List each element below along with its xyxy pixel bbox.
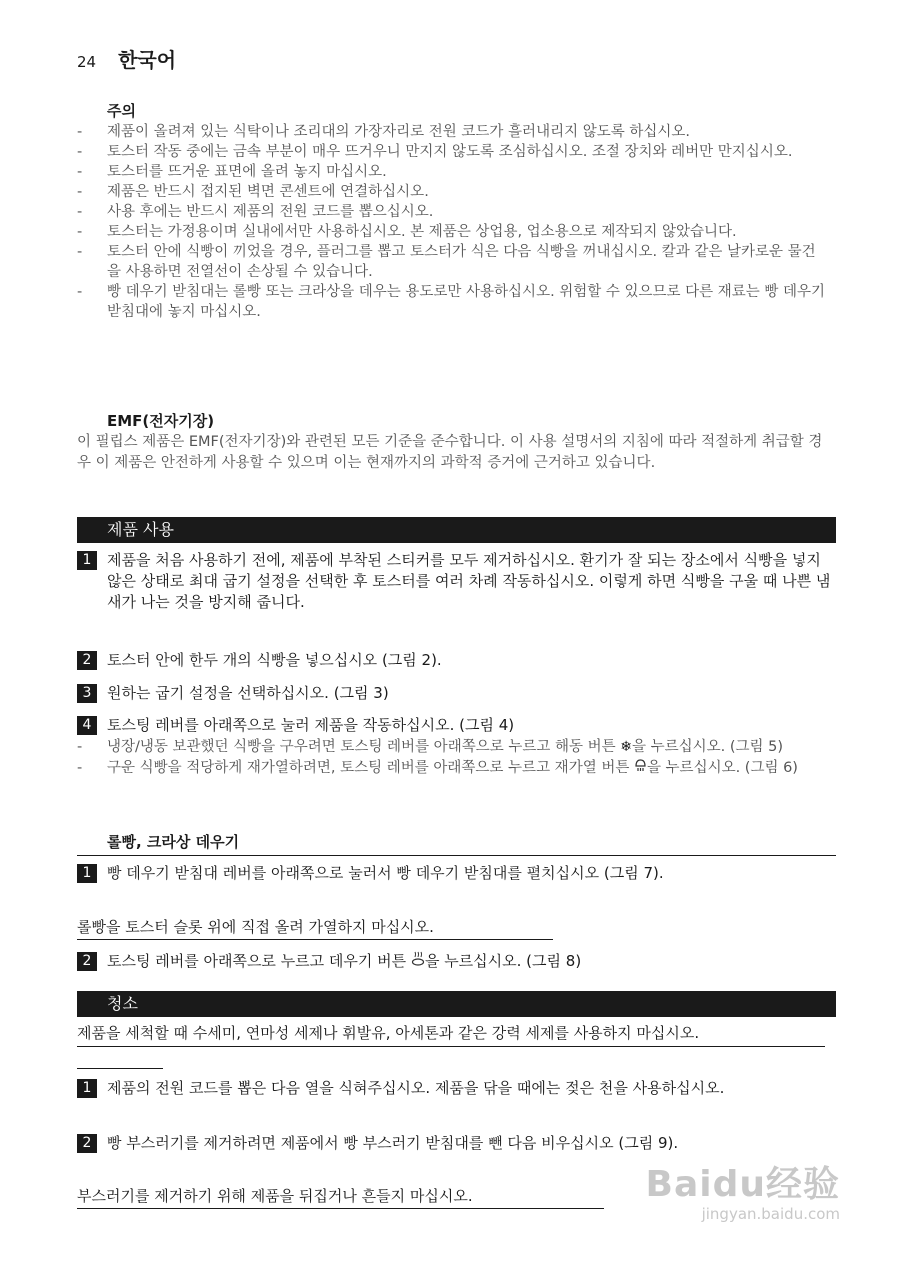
caution-item: - 제품이 올려져 있는 식탁이나 조리대의 가장자리로 전원 코드가 흘러내리지 않도록 하십시오.: [77, 122, 829, 142]
step-text: 빵 데우기 받침대 레버를 아래쪽으로 눌러서 빵 데우기 받침대를 펼치십시오 (그림 7).: [107, 864, 664, 882]
step-text: 제품의 전원 코드를 뽑은 다음 열을 식혀주십시오. 제품을 닦을 때에는 젖은 천을 사용하십시오.: [107, 1079, 725, 1097]
divider: [77, 1046, 825, 1047]
subitem-text: 냉장/냉동 보관했던 식빵을 구우려면 토스팅 레버를 아래쪽으로 누르고 해동 버튼: [107, 739, 616, 755]
warming-heading: 롤빵, 크라상 데우기: [107, 833, 240, 851]
caution-item: - 사용 후에는 반드시 제품의 전원 코드를 뽑으십시오.: [77, 202, 829, 222]
section-title: 청소: [107, 994, 138, 1013]
divider: [77, 855, 836, 856]
step-text: 원하는 굽기 설정을 선택하십시오. (그림 3): [107, 684, 389, 702]
caution-item: - 토스터를 뜨거운 표면에 올려 놓지 마십시오.: [77, 162, 829, 182]
cleaning-step: [77, 1078, 837, 1099]
watermark-url: jingyan.baidu.com: [701, 1205, 840, 1223]
step-number: 2: [77, 952, 97, 971]
caution-item: - 제품은 반드시 접지된 벽면 콘센트에 연결하십시오.: [77, 182, 829, 202]
usage-step: [77, 683, 837, 704]
step-number: 3: [77, 684, 97, 703]
section-bar-usage: [77, 517, 836, 543]
language-title: 한국어: [118, 48, 177, 72]
step-text-part: 을 누르십시오. (그림 8): [424, 952, 582, 970]
caution-item: - 토스터 작동 중에는 금속 부분이 매우 뜨거우니 만지지 않도록 조심하십시오. 조절 장치와 레버만 만지십시오.: [77, 142, 829, 162]
step-number: 2: [77, 651, 97, 670]
usage-subitem: [77, 758, 829, 779]
step-text: 토스터 안에 한두 개의 식빵을 넣으십시오 (그림 2).: [107, 651, 442, 669]
warming-warning: 롤빵을 토스터 슬롯 위에 직접 올려 가열하지 마십시오.: [77, 917, 553, 940]
reheat-icon: [634, 758, 647, 779]
bun-warming-icon: [411, 951, 425, 973]
usage-step: [77, 715, 837, 736]
usage-step: [77, 550, 837, 613]
page-header: [77, 44, 176, 73]
step-text: 빵 부스러기를 제거하려면 제품에서 빵 부스러기 받침대를 뺀 다음 비우십시오 (그림 9).: [107, 1134, 679, 1152]
caution-heading: 주의: [107, 102, 136, 120]
step-number: 1: [77, 1079, 97, 1098]
divider: [77, 1068, 163, 1069]
subitem-text: 구운 식빵을 적당하게 재가열하려면, 토스팅 레버를 아래쪽으로 누르고 재가열 버튼: [107, 760, 630, 776]
emf-heading: EMF(전자기장): [107, 412, 215, 430]
cleaning-warning-text: 제품을 세척할 때 수세미, 연마성 세제나 휘발유, 아세톤과 같은 강력 세제를 사용하지 마십시오.: [77, 1024, 700, 1042]
step-number: 2: [77, 1134, 97, 1153]
step-text: 토스팅 레버를 아래쪽으로 눌러 제품을 작동하십시오. (그림 4): [107, 716, 515, 734]
step-text: 제품을 처음 사용하기 전에, 제품에 부착된 스티커를 모두 제거하십시오. 환기가 잘 되는 장소에서 식빵을 넣지 않은 상태로 최대 굽기 설정을 선택한 후 토스터를 여러 차례 작동하십시오. 이렇게 하면 식빵을 구울 때 나쁜 냄새가 나는 것을 방지해 줍니다.: [107, 551, 831, 611]
watermark-logo: Baidu经验: [645, 1164, 840, 1205]
step-number: 4: [77, 716, 97, 735]
subitem-text: 을 누르십시오. (그림 6): [646, 760, 798, 776]
caution-list: [77, 122, 829, 322]
cleaning-step: [77, 1133, 837, 1154]
cleaning-final-warning: 부스러기를 제거하기 위해 제품을 뒤집거나 흔들지 마십시오.: [77, 1186, 604, 1209]
step-text: [107, 951, 837, 973]
emf-body: 이 필립스 제품은 EMF(전자기장)와 관련된 모든 기준을 준수합니다. 이 사용 설명서의 지침에 따라 적절하게 취급할 경우 이 제품은 안전하게 사용할 수 있으며 이는 현재까지의 과학적 증거에 근거하고 있습니다.: [77, 434, 823, 471]
cleaning-warning: [77, 1023, 829, 1044]
step-text-part: 토스팅 레버를 아래쪽으로 누르고 데우기 버튼: [107, 952, 407, 970]
step-number: 1: [77, 551, 97, 570]
subitem-text: 을 누르십시오. (그림 5): [631, 739, 783, 755]
step-number: 1: [77, 864, 97, 883]
snowflake-icon: ❄: [620, 739, 632, 755]
usage-sublist: [77, 737, 829, 779]
caution-item: - 토스터는 가정용이며 실내에서만 사용하십시오. 본 제품은 상업용, 업소용으로 제작되지 않았습니다.: [77, 222, 829, 242]
caution-item: - 빵 데우기 받침대는 롤빵 또는 크라상을 데우는 용도로만 사용하십시오. 위험할 수 있으므로 다른 재료는 빵 데우기 받침대에 놓지 마십시오.: [77, 282, 829, 322]
warming-step: [77, 951, 837, 973]
caution-item: - 토스터 안에 식빵이 끼었을 경우, 플러그를 뽑고 토스터가 식은 다음 식빵을 꺼내십시오. 칼과 같은 날카로운 물건을 사용하면 전열선이 손상될 수 있습니다.: [77, 242, 829, 282]
usage-step: [77, 650, 837, 671]
warming-step: [77, 863, 837, 884]
watermark: [646, 1156, 840, 1223]
section-bar-cleaning: [77, 991, 836, 1017]
section-title: 제품 사용: [107, 520, 174, 539]
page-number: 24: [77, 53, 97, 71]
usage-subitem: [77, 737, 829, 758]
